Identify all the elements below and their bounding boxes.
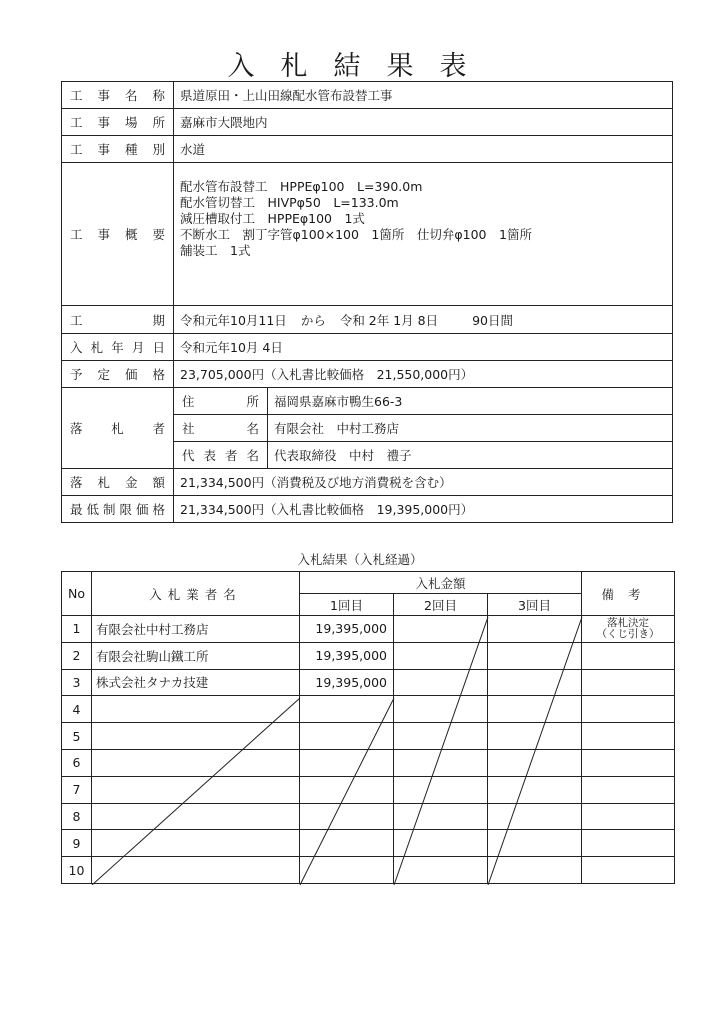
- label-address: 住所: [174, 388, 268, 415]
- row-bidder: 株式会社タナカ技建: [92, 669, 300, 696]
- row-no: 1: [62, 616, 92, 643]
- row-round2: [394, 830, 488, 857]
- table-row: [62, 749, 675, 776]
- table-row: [62, 642, 675, 669]
- row-note: [582, 776, 675, 803]
- row-round3: [488, 616, 582, 643]
- row-round2: [394, 669, 488, 696]
- row-round3: [488, 830, 582, 857]
- header-round1: 1回目: [300, 594, 394, 616]
- row-note: [582, 857, 675, 884]
- row-no: 3: [62, 669, 92, 696]
- header-round3: 3回目: [488, 594, 582, 616]
- project-info-table: [61, 81, 673, 523]
- row-round2: [394, 616, 488, 643]
- period-start: 令和元年10月11日: [180, 312, 287, 328]
- row-round1: 19,395,000: [300, 642, 394, 669]
- row-winning-amount: [62, 469, 673, 496]
- row-round1: [300, 723, 394, 750]
- row-round1: 19,395,000: [300, 616, 394, 643]
- row-round2: [394, 696, 488, 723]
- row-round2: [394, 803, 488, 830]
- value-bid-date: 令和元年10月 4日: [174, 334, 673, 361]
- row-round3: [488, 803, 582, 830]
- value-location: 嘉麻市大隈地内: [174, 109, 673, 136]
- row-round1: [300, 803, 394, 830]
- row-round1: 19,395,000: [300, 669, 394, 696]
- row-note: 落札決定 （くじ引き）: [582, 616, 675, 643]
- row-round1: [300, 749, 394, 776]
- row-no: 9: [62, 830, 92, 857]
- row-bidder: [92, 857, 300, 884]
- row-min-price: [62, 496, 673, 523]
- row-no: 5: [62, 723, 92, 750]
- results-section: [61, 571, 675, 885]
- overview-line: 不断水工 割丁字管φ100×100 1箇所 仕切弁φ100 1箇所: [180, 227, 532, 242]
- row-round3: [488, 776, 582, 803]
- label-location: 工事場所: [62, 109, 174, 136]
- row-project-name: [62, 82, 673, 109]
- row-winner-address: [62, 388, 673, 415]
- value-planned-price: 23,705,000円（入札書比較価格 21,550,000円）: [174, 361, 673, 388]
- row-no: 10: [62, 857, 92, 884]
- row-bidder: [92, 803, 300, 830]
- page-title: 入札結果表: [227, 51, 493, 82]
- table-row: [62, 696, 675, 723]
- header-round2: 2回目: [394, 594, 488, 616]
- row-bidder: [92, 776, 300, 803]
- row-period: [62, 306, 673, 334]
- row-overview: [62, 163, 673, 306]
- table-row: [62, 830, 675, 857]
- row-round1: [300, 830, 394, 857]
- overview-line: 配水管布設替工 HPPEφ100 L=390.0m: [180, 179, 423, 194]
- row-note: [582, 669, 675, 696]
- header-no: No: [62, 572, 92, 616]
- row-note: [582, 696, 675, 723]
- row-round2: [394, 776, 488, 803]
- table-row: [62, 723, 675, 750]
- results-caption: 入札結果（入札経過）: [297, 552, 423, 567]
- label-company: 社名: [174, 415, 268, 442]
- row-no: 2: [62, 642, 92, 669]
- row-round3: [488, 749, 582, 776]
- header-amount: 入札金額: [300, 572, 582, 594]
- label-min-price: 最低制限価格: [62, 496, 174, 523]
- label-winner: 落札者: [62, 388, 174, 469]
- table-row: [62, 669, 675, 696]
- row-bidder: [92, 830, 300, 857]
- value-category: 水道: [174, 136, 673, 163]
- row-round3: [488, 723, 582, 750]
- value-address: 福岡県嘉麻市鴨生66-3: [268, 388, 673, 415]
- value-company: 有限会社 中村工務店: [268, 415, 673, 442]
- row-round1: [300, 776, 394, 803]
- label-period: 工期: [62, 306, 174, 334]
- label-representative: 代表者名: [174, 442, 268, 469]
- period-from: から: [300, 312, 326, 328]
- row-round2: [394, 749, 488, 776]
- row-round3: [488, 696, 582, 723]
- overview-line: 配水管切替工 HIVPφ50 L=133.0m: [180, 195, 399, 210]
- label-project-name: 工事名称: [62, 82, 174, 109]
- label-planned-price: 予定価格: [62, 361, 174, 388]
- header-bidder: 入札業者名: [92, 572, 300, 616]
- value-winning-amount: 21,334,500円（消費税及び地方消費税を含む）: [174, 469, 673, 496]
- row-bidder: 有限会社中村工務店: [92, 616, 300, 643]
- row-no: 7: [62, 776, 92, 803]
- period-days: 90日間: [472, 312, 514, 328]
- table-row: [62, 857, 675, 884]
- row-round1: [300, 696, 394, 723]
- row-round2: [394, 857, 488, 884]
- row-round1: [300, 857, 394, 884]
- label-bid-date: 入札年月日: [62, 334, 174, 361]
- row-bidder: 有限会社駒山鐵工所: [92, 642, 300, 669]
- overview-line: 減圧槽取付工 HPPEφ100 1式: [180, 211, 365, 226]
- table-row: [62, 616, 675, 643]
- row-location: [62, 109, 673, 136]
- label-category: 工事種別: [62, 136, 174, 163]
- value-representative: 代表取締役 中村 禮子: [268, 442, 673, 469]
- row-note: [582, 723, 675, 750]
- row-note: [582, 749, 675, 776]
- results-table: [61, 571, 675, 884]
- overview-line: 舗装工 1式: [180, 243, 251, 258]
- header-note: 備考: [582, 572, 675, 616]
- row-planned-price: [62, 361, 673, 388]
- row-bid-date: [62, 334, 673, 361]
- label-winning-amount: 落札金額: [62, 469, 174, 496]
- row-bidder: [92, 749, 300, 776]
- label-overview: 工事概要: [62, 163, 174, 306]
- value-period: [174, 306, 673, 334]
- row-note: [582, 642, 675, 669]
- row-no: 8: [62, 803, 92, 830]
- row-no: 6: [62, 749, 92, 776]
- row-round2: [394, 642, 488, 669]
- value-overview: [174, 163, 673, 306]
- row-no: 4: [62, 696, 92, 723]
- row-round3: [488, 642, 582, 669]
- row-note: [582, 803, 675, 830]
- row-category: [62, 136, 673, 163]
- period-end: 令和 2年 1月 8日: [339, 312, 439, 328]
- row-note: [582, 830, 675, 857]
- row-round2: [394, 723, 488, 750]
- table-row: [62, 803, 675, 830]
- value-min-price: 21,334,500円（入札書比較価格 19,395,000円）: [174, 496, 673, 523]
- row-round3: [488, 857, 582, 884]
- table-row: [62, 776, 675, 803]
- row-bidder: [92, 723, 300, 750]
- value-project-name: 県道原田・上山田線配水管布設替工事: [174, 82, 673, 109]
- row-bidder: [92, 696, 300, 723]
- row-round3: [488, 669, 582, 696]
